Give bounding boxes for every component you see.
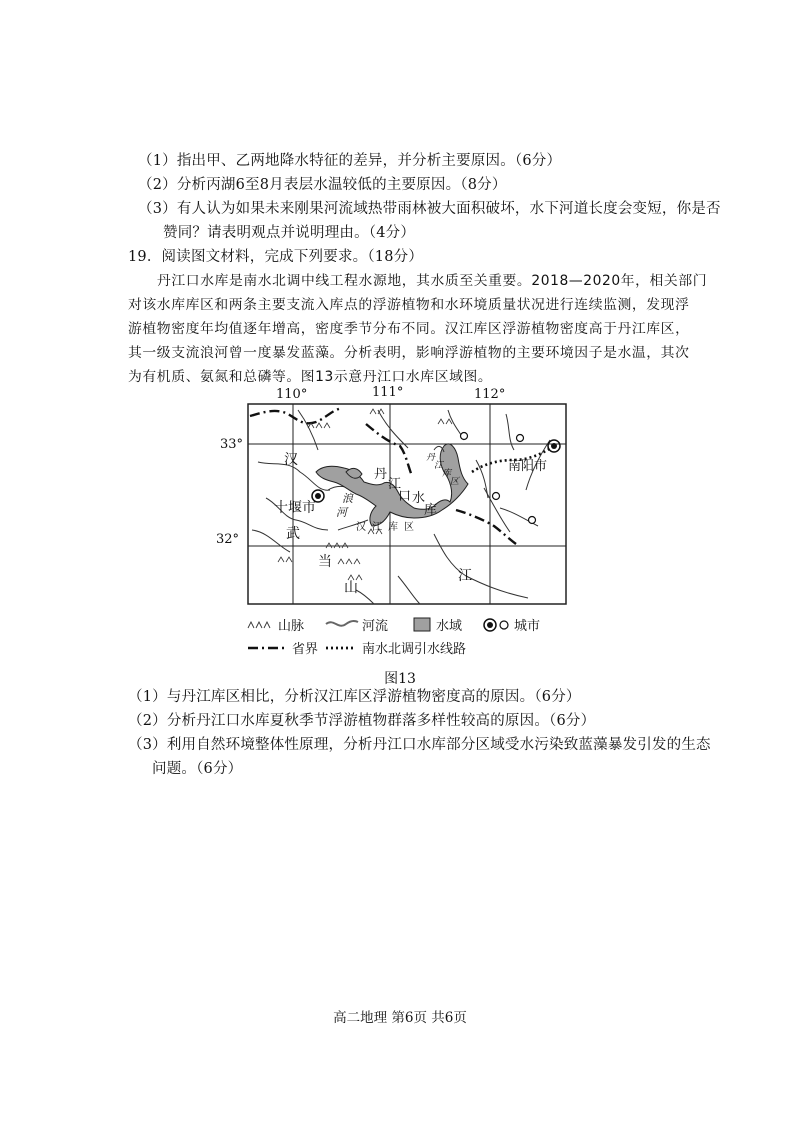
q18-item-3-cont: 赞同？请表明观点并说明理由。（4分） (163, 225, 416, 241)
q19-item-1: （1）与丹江库区相比，分析汉江库区浮游植物密度高的原因。（6分） (128, 689, 581, 705)
legend-river-label: 河流 (362, 619, 389, 634)
q19-item-3-cont: 问题。（6分） (152, 761, 243, 777)
label-danjiang-river-1: 丹 (426, 453, 436, 463)
label-danjiang-river-2: 江 (434, 461, 444, 471)
label-wudang-3: 山 (344, 580, 358, 596)
q19-paragraph-line: 对该水库库区和两条主要支流入库点的浮游植物和水环境质量状况进行连续监测，发现浮 (128, 297, 690, 313)
figure-caption: 图13 (384, 671, 416, 687)
label-danjiangkou-1: 丹 (374, 467, 388, 482)
q18-item-1: （1）指出甲、乙两地降水特征的差异，并分析主要原因。（6分） (138, 153, 562, 169)
legend-water-icon (414, 618, 430, 631)
q19-header: 19．阅读图文材料，完成下列要求。（18分） (128, 249, 424, 265)
q19-item-2: （2）分析丹江口水库夏秋季节浮游植物群落多样性较高的原因。（6分） (128, 713, 596, 729)
legend-water-label: 水域 (436, 619, 463, 634)
city-nanyang-symbol (548, 440, 560, 452)
q19-paragraph-line: 其一级支流浪河曾一度暴发蓝藻。分析表明，影响浮游植物的主要环境因子是水温，其次 (128, 345, 690, 361)
label-wudang-1: 武 (286, 526, 300, 542)
q18-item-2: （2）分析丙湖6至8月表层水温较低的主要原因。（8分） (138, 177, 507, 193)
legend (248, 618, 540, 657)
legend-river-icon (326, 621, 358, 626)
label-jiang: 江 (458, 568, 472, 584)
legend-border-label: 省界 (292, 642, 319, 657)
town-symbols (461, 433, 536, 524)
q19-paragraph-line: 为有机质、氨氮和总磷等。图13示意丹江口水库区域图。 (128, 369, 493, 385)
label-danjiang-river-3: 库 (442, 469, 452, 479)
lon-label-110: 110° (276, 387, 308, 402)
label-shiyan: 十堰市 (274, 500, 316, 516)
label-hanjiang-area-4: 区 (404, 522, 414, 533)
label-han-river: 汉 (284, 452, 298, 468)
label-danjiangkou-4: 水 (412, 491, 426, 506)
label-langhe-2: 河 (336, 506, 347, 519)
q19-item-3: （3）利用自然环境整体性原理，分析丹江口水库部分区域受水污染致蓝藻暴发引发的生态 (128, 737, 711, 753)
legend-mountain-label: 山脉 (278, 619, 305, 634)
lat-label-33: 33° (220, 437, 244, 452)
q19-paragraph-line: 游植物密度年均值逐年增高，密度季节分布不同。汉江库区浮游植物密度高于丹江库区， (128, 321, 690, 337)
label-nanyang: 南阳市 (508, 459, 548, 474)
label-danjiangkou-3: 口 (398, 489, 412, 504)
q18-item-3: （3）有人认为如果未来刚果河流域热带雨林被大面积破坏，水下河道长度会变短，你是否 (138, 201, 721, 217)
q19-paragraph-line: 丹江口水库是南水北调中线工程水源地，其水质至关重要。2018—2020年，相关部门 (157, 273, 708, 289)
legend-city-label: 城市 (514, 619, 541, 634)
danjiangkou-map (216, 380, 578, 660)
lon-label-112: 112° (474, 387, 506, 402)
label-langhe-1: 浪 (342, 492, 353, 505)
label-hanjiang-area-3: 库 (388, 522, 398, 533)
label-hanjiang-area-2: 江 (372, 522, 382, 533)
legend-city-icon (484, 619, 508, 631)
label-danjiangkou-2: 江 (388, 477, 402, 492)
label-wudang-2: 当 (318, 554, 332, 570)
lon-label-111: 111° (372, 385, 404, 400)
label-danjiangkou-5: 库 (424, 503, 438, 518)
label-danjiang-river-4: 区 (450, 477, 460, 487)
legend-mountain-icon (248, 622, 270, 628)
page-footer: 高二地理 第6页 共6页 (333, 1010, 467, 1026)
label-hanjiang-area-1: 汉 (356, 522, 366, 533)
legend-canal-label: 南水北调引水线路 (362, 642, 467, 657)
lat-label-32: 32° (216, 532, 240, 547)
